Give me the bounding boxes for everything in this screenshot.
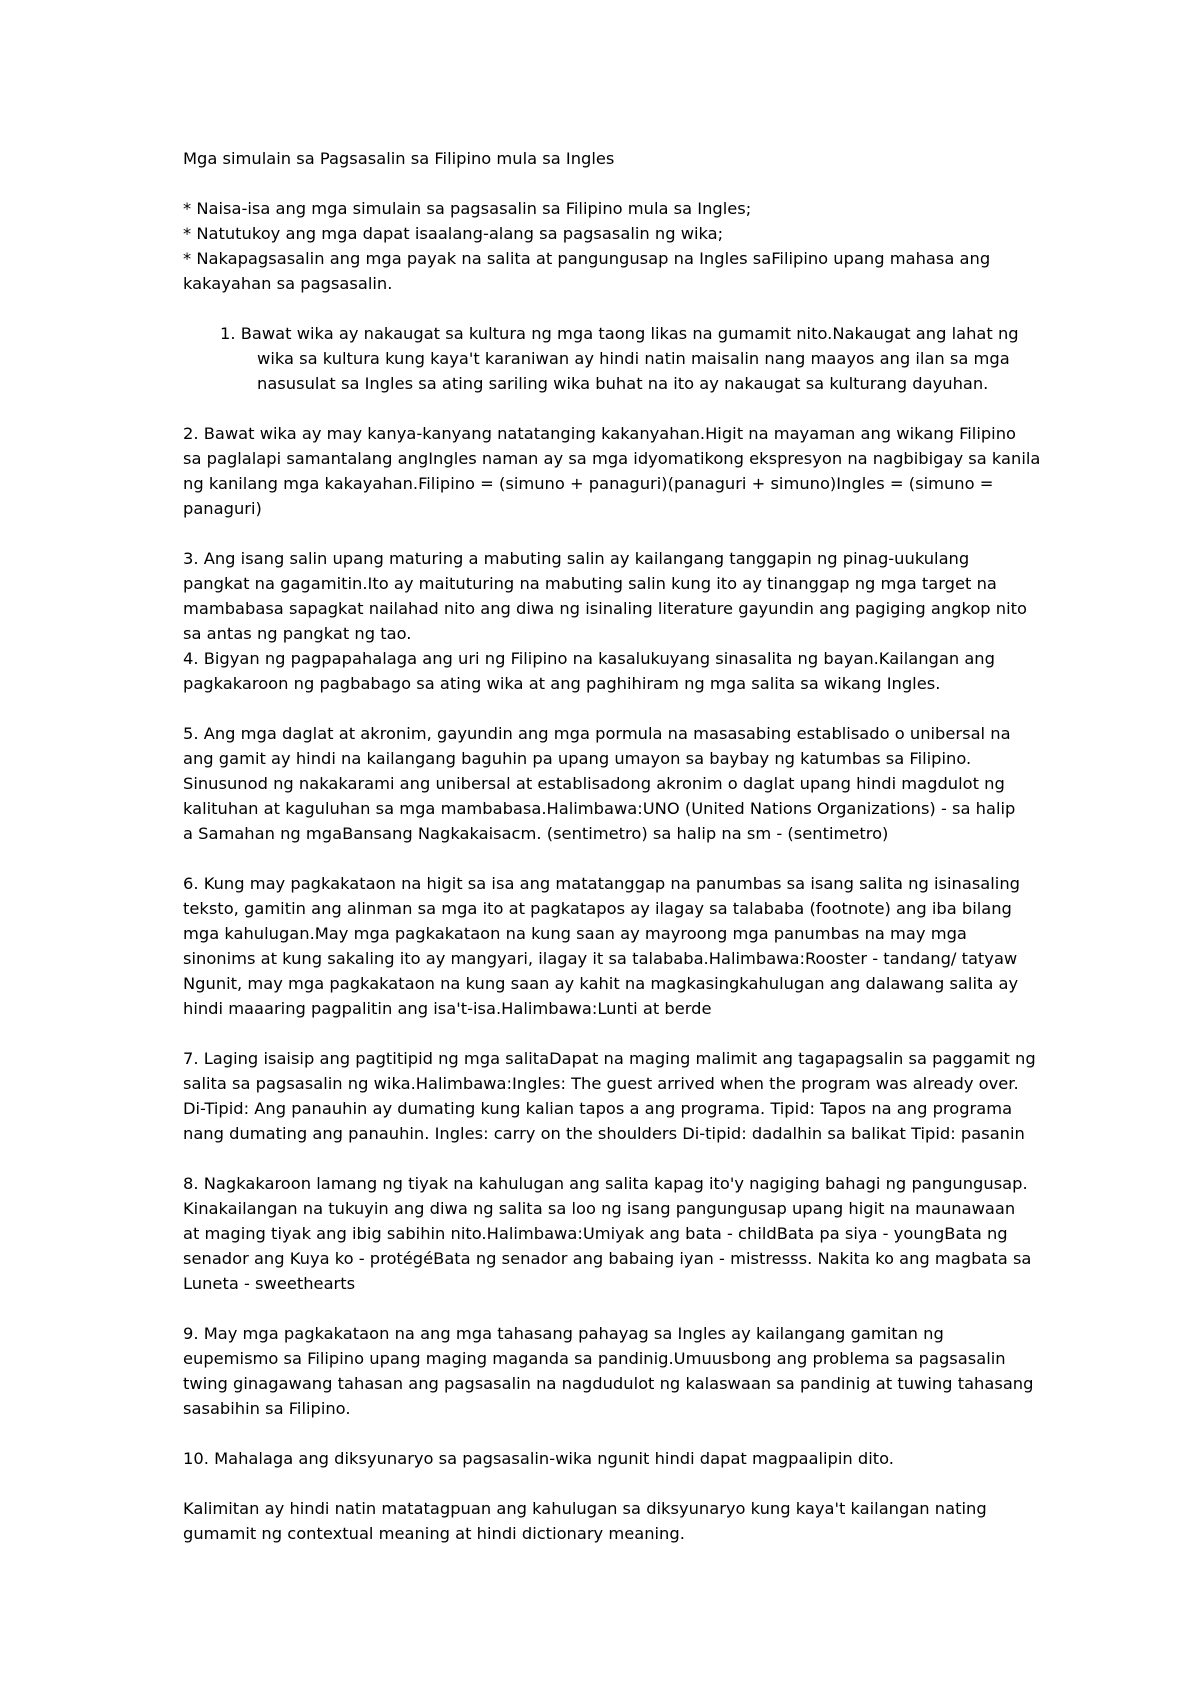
paragraph-line: 2. Bawat wika ay may kanya-kanyang natatanging kakanyahan.Higit na mayaman ang wikang Filipino (183, 424, 1016, 443)
paragraph-line: Kalimitan ay hindi natin matatagpuan ang kahulugan sa diksyunaryo kung kaya't kailangan nating (183, 1499, 987, 1518)
paragraph-line: pangkat na gagamitin.Ito ay maituturing na mabuting salin kung ito ay tinanggap ng mga target na (183, 574, 997, 593)
closing-paragraph (183, 1496, 1033, 1546)
paragraph-line: senador ang Kuya ko - protégéBata ng senador ang babaing iyan - mistresss. Nakita ko ang magbata sa (183, 1249, 1032, 1268)
paragraph-line: 10. Mahalaga ang diksyunaryo sa pagsasalin-wika ngunit hindi dapat magpaalipin dito. (183, 1449, 894, 1468)
paragraph-line: 5. Ang mga daglat at akronim, gayundin ang mga pormula na masasabing establisado o unibersal na (183, 724, 1011, 743)
document-title (183, 146, 1033, 171)
principle-6 (183, 871, 1033, 1021)
principle-5 (183, 721, 1033, 846)
principle-1 (220, 321, 1020, 396)
paragraph-line: sasabihin sa Filipino. (183, 1399, 351, 1418)
paragraph-line: at maging tiyak ang ibig sabihin nito.Halimbawa:Umiyak ang bata - childBata pa siya - youngBata ng (183, 1224, 1008, 1243)
paragraph-line: Di-Tipid: Ang panauhin ay dumating kung kalian tapos a ang programa. Tipid: Tapos na ang programa (183, 1099, 1013, 1118)
paragraph-line: nang dumating ang panauhin. Ingles: carry on the shoulders Di-tipid: dadalhin sa balikat Tipid: pasanin (183, 1124, 1025, 1143)
paragraph-line: ng kanilang mga kakayahan.Filipino = (simuno + panaguri)(panaguri + simuno)Ingles = (simuno = (183, 474, 994, 493)
paragraph-line: gumamit ng contextual meaning at hindi dictionary meaning. (183, 1524, 685, 1543)
paragraph-line: ang gamit ay hindi na kailangang baguhin pa upang umayon sa baybay ng katumbas sa Filipino. (183, 749, 972, 768)
paragraph-line: teksto, gamitin ang alinman sa mga ito at pagkatapos ay ilagay sa talababa (footnote) ang iba bilang (183, 899, 1012, 918)
paragraph-line: nasusulat sa Ingles sa ating sariling wika buhat na ito ay nakaugat sa kulturang dayuhan. (257, 374, 989, 393)
title-line: Mga simulain sa Pagsasalin sa Filipino mula sa Ingles (183, 149, 615, 168)
paragraph-line: sa antas ng pangkat ng tao. (183, 624, 412, 643)
paragraph-line: 3. Ang isang salin upang maturing a mabuting salin ay kailangang tanggapin ng pinag-uukulang (183, 549, 970, 568)
paragraph-line: mga kahulugan.May mga pagkakataon na kung saan ay mayroong mga panumbas na may mga (183, 924, 967, 943)
principle-10 (183, 1446, 1033, 1471)
paragraph-line: pagkakaroon ng pagbabago sa ating wika at ang paghihiram ng mga salita sa wikang Ingles. (183, 674, 941, 693)
objectives-list (183, 196, 1033, 296)
paragraph-line: twing ginagawang tahasan ang pagsasalin na nagdudulot ng kalaswaan sa pandinig at tuwing tahasang (183, 1374, 1034, 1393)
principle-8 (183, 1171, 1033, 1296)
paragraph-line: eupemismo sa Filipino upang maging maganda sa pandinig.Umuusbong ang problema sa pagsasalin (183, 1349, 1006, 1368)
principle-2 (183, 421, 1041, 521)
paragraph-line: sinonims at kung sakaling ito ay mangyari, ilagay it sa talababa.Halimbawa:Rooster - tandang/ tatyaw (183, 949, 1018, 968)
paragraph-line: salita sa pagsasalin ng wika.Halimbawa:Ingles: The guest arrived when the program was already over. (183, 1074, 1019, 1093)
paragraph-line: 8. Nagkakaroon lamang ng tiyak na kahulugan ang salita kapag ito'y nagiging bahagi ng pangungusap. (183, 1174, 1028, 1193)
paragraph-line: 1. Bawat wika ay nakaugat sa kultura ng mga taong likas na gumamit nito.Nakaugat ang lahat ng (220, 324, 1019, 343)
paragraph-line: wika sa kultura kung kaya't karaniwan ay hindi natin maisalin nang maayos ang ilan sa mga (257, 349, 1010, 368)
paragraph-line: Ngunit, may mga pagkakataon na kung saan ay kahit na magkasingkahulugan ang dalawang salita ay (183, 974, 1019, 993)
paragraph-line: mambabasa sapagkat nailahad nito ang diwa ng isinaling literature gayundin ang pagiging angkop nito (183, 599, 1027, 618)
paragraph-line: 9. May mga pagkakataon na ang mga tahasang pahayag sa Ingles ay kailangang gamitan ng (183, 1324, 944, 1343)
principle-9 (183, 1321, 1033, 1421)
objective-2: * Natutukoy ang mga dapat isaalang-alang sa pagsasalin ng wika; (183, 224, 724, 243)
paragraph-line: kalituhan at kaguluhan sa mga mambabasa.Halimbawa:UNO (United Nations Organizations) - sa halip (183, 799, 1016, 818)
paragraph-line: Kinakailangan na tukuyin ang diwa ng salita sa loo ng isang pangungusap upang higit na maunawaan (183, 1199, 1016, 1218)
principle-7 (183, 1046, 1036, 1146)
principle-3-4 (183, 546, 1033, 696)
paragraph-line: 7. Laging isaisip ang pagtitipid ng mga salitaDapat na maging malimit ang tagapagsalin sa paggamit ng (183, 1049, 1036, 1068)
paragraph-line: 6. Kung may pagkakataon na higit sa isa ang matatanggap na panumbas sa isang salita ng isinasaling (183, 874, 1020, 893)
objective-3: * Nakapagsasalin ang mga payak na salita at pangungusap na Ingles saFilipino upang mahasa ang (183, 249, 991, 268)
paragraph-line: panaguri) (183, 499, 262, 518)
paragraph-line: sa paglalapi samantalang angIngles naman ay sa mga idyomatikong ekspresyon na nagbibigay sa kanila (183, 449, 1041, 468)
paragraph-line: hindi maaaring pagpalitin ang isa't-isa.Halimbawa:Lunti at berde (183, 999, 712, 1018)
paragraph-line: Luneta - sweethearts (183, 1274, 356, 1293)
objective-1: * Naisa-isa ang mga simulain sa pagsasalin sa Filipino mula sa Ingles; (183, 199, 752, 218)
paragraph-line: 4. Bigyan ng pagpapahalaga ang uri ng Filipino na kasalukuyang sinasalita ng bayan.Kailangan ang (183, 649, 995, 668)
paragraph-line: Sinusunod ng nakakarami ang unibersal at establisadong akronim o daglat upang hindi magdulot ng (183, 774, 1005, 793)
paragraph-line: a Samahan ng mgaBansang Nagkakaisacm. (sentimetro) sa halip na sm - (sentimetro) (183, 824, 889, 843)
objective-3-cont: kakayahan sa pagsasalin. (183, 274, 393, 293)
